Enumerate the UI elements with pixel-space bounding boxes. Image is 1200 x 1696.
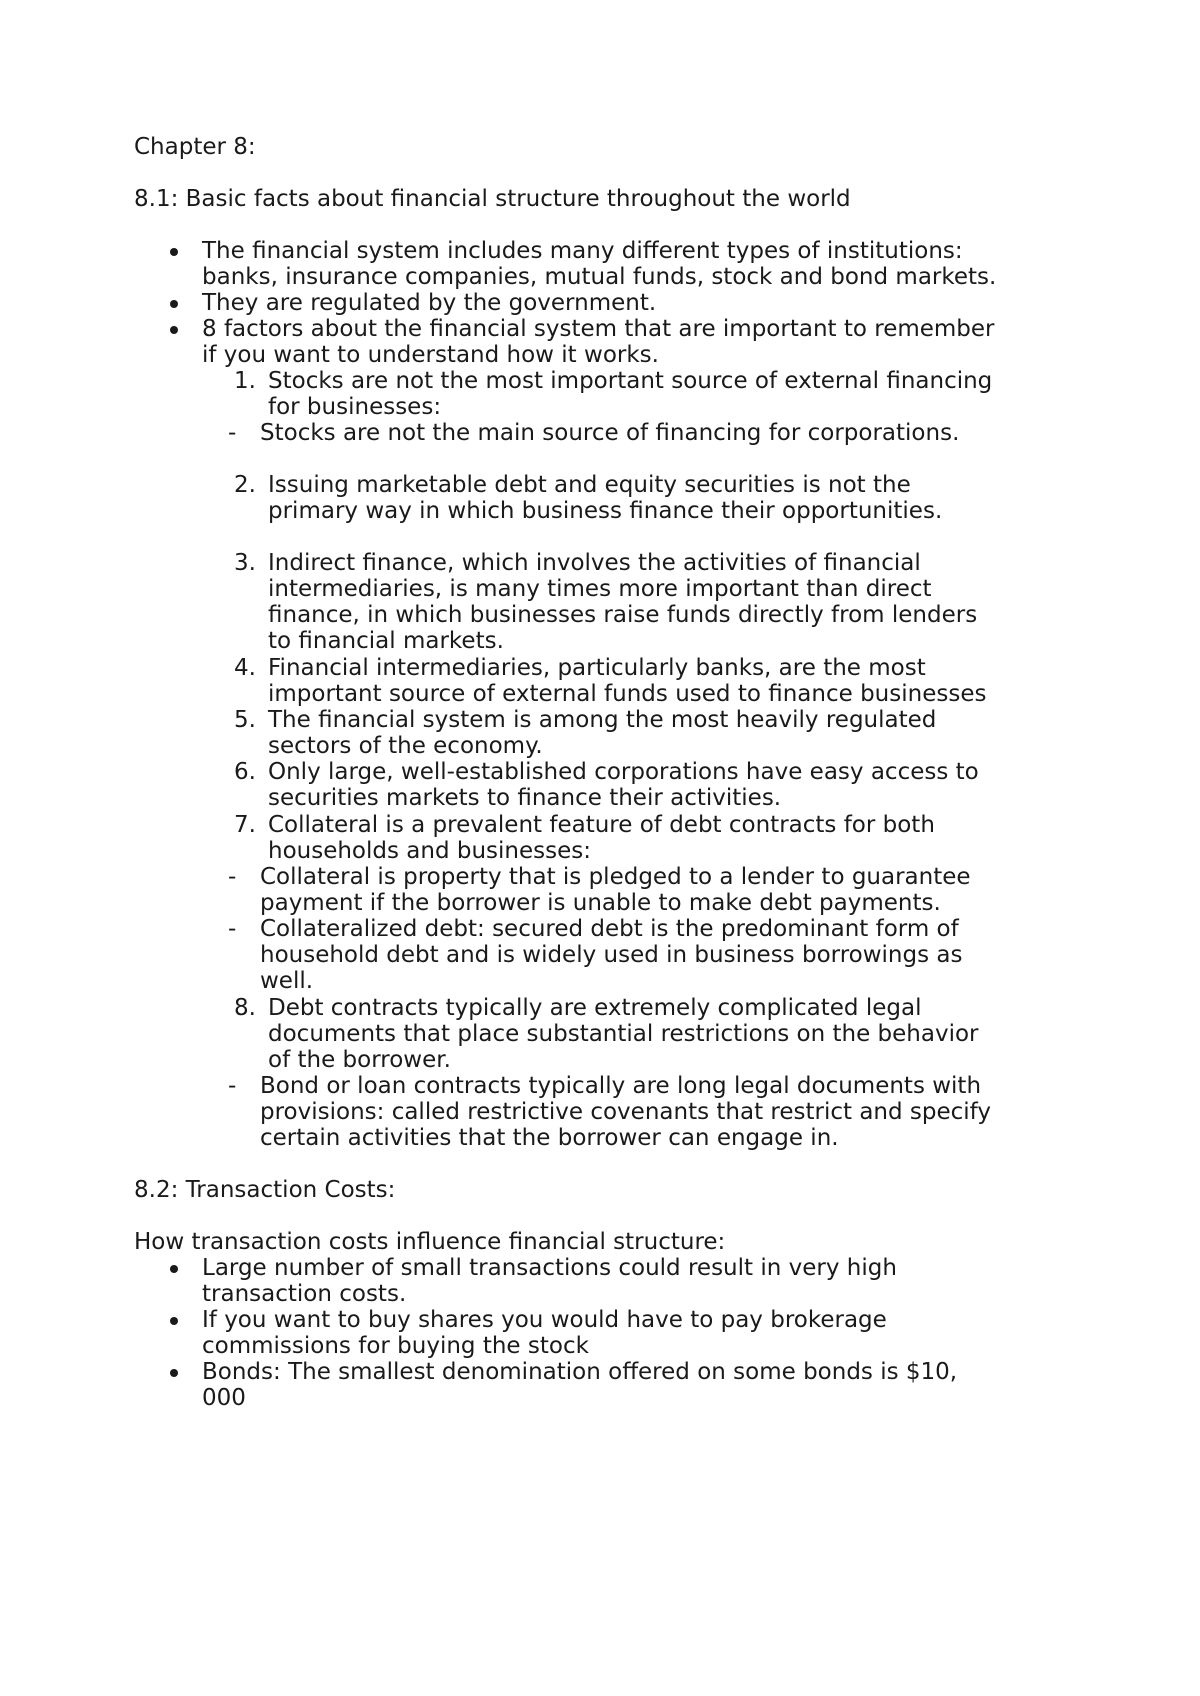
list-item-line: households and businesses:: [268, 838, 591, 864]
dash-item-line: payment if the borrower is unable to make debt payments.: [260, 890, 941, 916]
list-item-line: Financial intermediaries, particularly banks, are the most: [268, 655, 926, 681]
bullet-icon: [170, 1369, 178, 1377]
list-item-line: important source of external funds used to finance businesses: [268, 681, 987, 707]
list-item-line: Indirect finance, which involves the activities of financial: [268, 550, 921, 576]
bullet-icon: [170, 248, 178, 256]
bullet-line: The financial system includes many different types of institutions:: [202, 238, 963, 264]
list-item-line: Stocks are not the most important source of external financing: [268, 368, 993, 394]
list-item-line: securities markets to finance their activities.: [268, 785, 782, 811]
dash-marker: -: [228, 420, 237, 446]
bullet-line: They are regulated by the government.: [202, 290, 657, 316]
list-number: 2.: [234, 472, 256, 498]
dash-item-line: household debt and is widely used in business borrowings as: [260, 942, 963, 968]
bullet-line: commissions for buying the stock: [202, 1333, 589, 1359]
dash-item-line: Collateral is property that is pledged to a lender to guarantee: [260, 864, 971, 890]
bullet-line: Bonds: The smallest denomination offered on some bonds is $10,: [202, 1359, 958, 1385]
list-item-line: documents that place substantial restrictions on the behavior: [268, 1021, 979, 1047]
bullet-icon: [170, 326, 178, 334]
list-number: 3.: [234, 550, 256, 576]
dash-item-line: Bond or loan contracts typically are long legal documents with: [260, 1073, 982, 1099]
dash-item-line: Collateralized debt: secured debt is the predominant form of: [260, 916, 959, 942]
subheading: How transaction costs influence financial structure:: [134, 1229, 726, 1255]
bullet-icon: [170, 1265, 178, 1273]
bullet-line: if you want to understand how it works.: [202, 342, 659, 368]
list-item-line: primary way in which business finance their opportunities.: [268, 498, 943, 524]
bullet-line: Large number of small transactions could result in very high: [202, 1255, 897, 1281]
section-heading: 8.2: Transaction Costs:: [134, 1177, 396, 1203]
bullet-line: banks, insurance companies, mutual funds, stock and bond markets.: [202, 264, 997, 290]
list-number: 7.: [234, 812, 256, 838]
list-number: 5.: [234, 707, 256, 733]
list-item-line: Collateral is a prevalent feature of debt contracts for both: [268, 812, 935, 838]
list-item-line: of the borrower.: [268, 1047, 451, 1073]
list-item-line: Only large, well-established corporations have easy access to: [268, 759, 979, 785]
list-item-line: to financial markets.: [268, 628, 504, 654]
list-item-line: finance, in which businesses raise funds directly from lenders: [268, 602, 978, 628]
list-item-line: intermediaries, is many times more important than direct: [268, 576, 932, 602]
bullet-line: 8 factors about the financial system that are important to remember: [202, 316, 995, 342]
list-item-line: Debt contracts typically are extremely complicated legal: [268, 995, 922, 1021]
bullet-icon: [170, 300, 178, 308]
dash-marker: -: [228, 864, 237, 890]
dash-marker: -: [228, 916, 237, 942]
bullet-line: 000: [202, 1385, 246, 1411]
dash-marker: -: [228, 1073, 237, 1099]
bullet-line: If you want to buy shares you would have to pay brokerage: [202, 1307, 887, 1333]
dash-item-line: provisions: called restrictive covenants that restrict and specify: [260, 1099, 991, 1125]
list-item-line: Issuing marketable debt and equity securities is not the: [268, 472, 911, 498]
dash-item-line: well.: [260, 968, 314, 994]
bullet-icon: [170, 1317, 178, 1325]
list-number: 6.: [234, 759, 256, 785]
chapter-title: Chapter 8:: [134, 134, 256, 160]
list-item-line: The financial system is among the most heavily regulated: [268, 707, 937, 733]
dash-item-line: certain activities that the borrower can engage in.: [260, 1125, 839, 1151]
bullet-line: transaction costs.: [202, 1281, 407, 1307]
section-heading: 8.1: Basic facts about financial structure throughout the world: [134, 186, 851, 212]
list-item-line: sectors of the economy.: [268, 733, 543, 759]
dash-item-line: Stocks are not the main source of financing for corporations.: [260, 420, 960, 446]
list-number: 8.: [234, 995, 256, 1021]
list-number: 1.: [234, 368, 256, 394]
list-number: 4.: [234, 655, 256, 681]
list-item-line: for businesses:: [268, 394, 442, 420]
